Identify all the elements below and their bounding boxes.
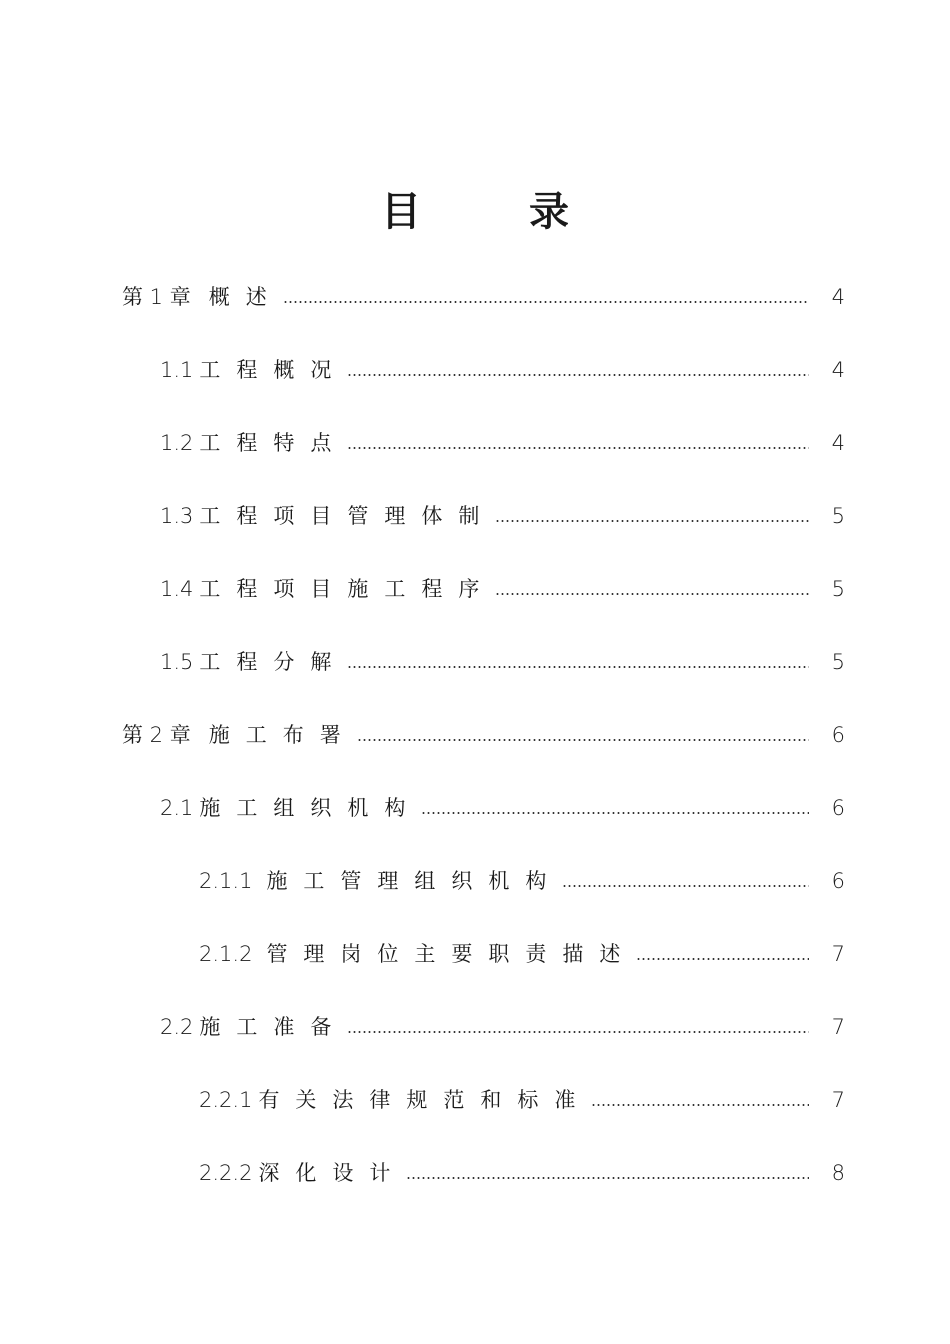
toc-number: 2.2 <box>160 1015 194 1039</box>
toc-page-number: 7 <box>831 942 845 966</box>
toc-page-number: 5 <box>831 504 845 528</box>
toc-number: 2.2.1 <box>199 1088 253 1112</box>
toc-number: 2.2.2 <box>199 1161 253 1185</box>
toc-number: 1.1 <box>160 358 194 382</box>
toc-entry-2-1[interactable] <box>160 788 845 822</box>
toc-title: 工程项目管理体制 <box>199 504 496 528</box>
toc-dot-leader <box>562 885 809 887</box>
toc-dot-leader <box>347 447 809 449</box>
toc-dot-leader <box>347 666 809 668</box>
page-title <box>0 186 950 238</box>
toc-page-number: 6 <box>831 723 845 747</box>
title-char-1: 目 <box>381 189 421 235</box>
toc-entry-chapter-1[interactable] <box>122 277 845 311</box>
toc-page-number: 7 <box>831 1088 845 1112</box>
toc-entry-2-1-1[interactable] <box>199 861 845 895</box>
toc-number: 1.3 <box>160 504 194 528</box>
toc-page-number: 7 <box>831 1015 845 1039</box>
toc-entry-2-2-2[interactable] <box>199 1153 845 1187</box>
toc-page-number: 6 <box>831 796 845 820</box>
toc-page-number: 5 <box>831 577 845 601</box>
toc-title: 施工布署 <box>208 723 357 747</box>
toc-title: 工程概况 <box>199 358 348 382</box>
toc-number: 2.1.1 <box>199 869 253 893</box>
toc-dot-leader <box>636 958 809 960</box>
toc-dot-leader <box>283 301 809 303</box>
toc-number: 第 2 章 <box>122 723 191 747</box>
toc-number: 2.1 <box>160 796 194 820</box>
toc-title: 工程项目施工程序 <box>199 577 496 601</box>
toc-dot-leader <box>495 593 809 595</box>
toc-title: 施工准备 <box>199 1015 348 1039</box>
toc-dot-leader <box>347 374 809 376</box>
toc-dot-leader <box>421 812 809 814</box>
toc-entry-1-3[interactable] <box>160 496 845 530</box>
toc-page-number: 8 <box>831 1161 845 1185</box>
toc-title: 概述 <box>208 285 283 309</box>
toc-entry-1-1[interactable] <box>160 350 845 384</box>
toc-title: 施工管理组织机构 <box>266 869 563 893</box>
toc-entry-chapter-2[interactable] <box>122 715 845 749</box>
toc-number: 第 1 章 <box>122 285 191 309</box>
toc-title: 深化设计 <box>258 1161 407 1185</box>
toc-dot-leader <box>357 739 809 741</box>
toc-dot-leader <box>495 520 809 522</box>
toc-dot-leader <box>591 1104 809 1106</box>
toc-entry-2-1-2[interactable] <box>199 934 845 968</box>
toc-page-number: 4 <box>831 431 845 455</box>
toc-title: 工程特点 <box>199 431 348 455</box>
toc-number: 2.1.2 <box>199 942 253 966</box>
toc-page-number: 6 <box>831 869 845 893</box>
toc-dot-leader <box>406 1177 809 1179</box>
toc-entry-2-2-1[interactable] <box>199 1080 845 1114</box>
toc-number: 1.5 <box>160 650 194 674</box>
toc-title: 有关法律规范和标准 <box>258 1088 592 1112</box>
toc-title: 施工组织机构 <box>199 796 422 820</box>
toc-page-number: 4 <box>831 358 845 382</box>
toc-number: 1.2 <box>160 431 194 455</box>
toc-dot-leader <box>347 1031 809 1033</box>
toc-title: 工程分解 <box>199 650 348 674</box>
toc-page-number: 5 <box>831 650 845 674</box>
toc-page-number: 4 <box>831 285 845 309</box>
toc-entry-1-5[interactable] <box>160 642 845 676</box>
toc-entry-2-2[interactable] <box>160 1007 845 1041</box>
title-char-2: 录 <box>529 189 569 235</box>
toc-number: 1.4 <box>160 577 194 601</box>
toc-title: 管理岗位主要职责描述 <box>266 942 637 966</box>
toc-entry-1-2[interactable] <box>160 423 845 457</box>
toc-entry-1-4[interactable] <box>160 569 845 603</box>
